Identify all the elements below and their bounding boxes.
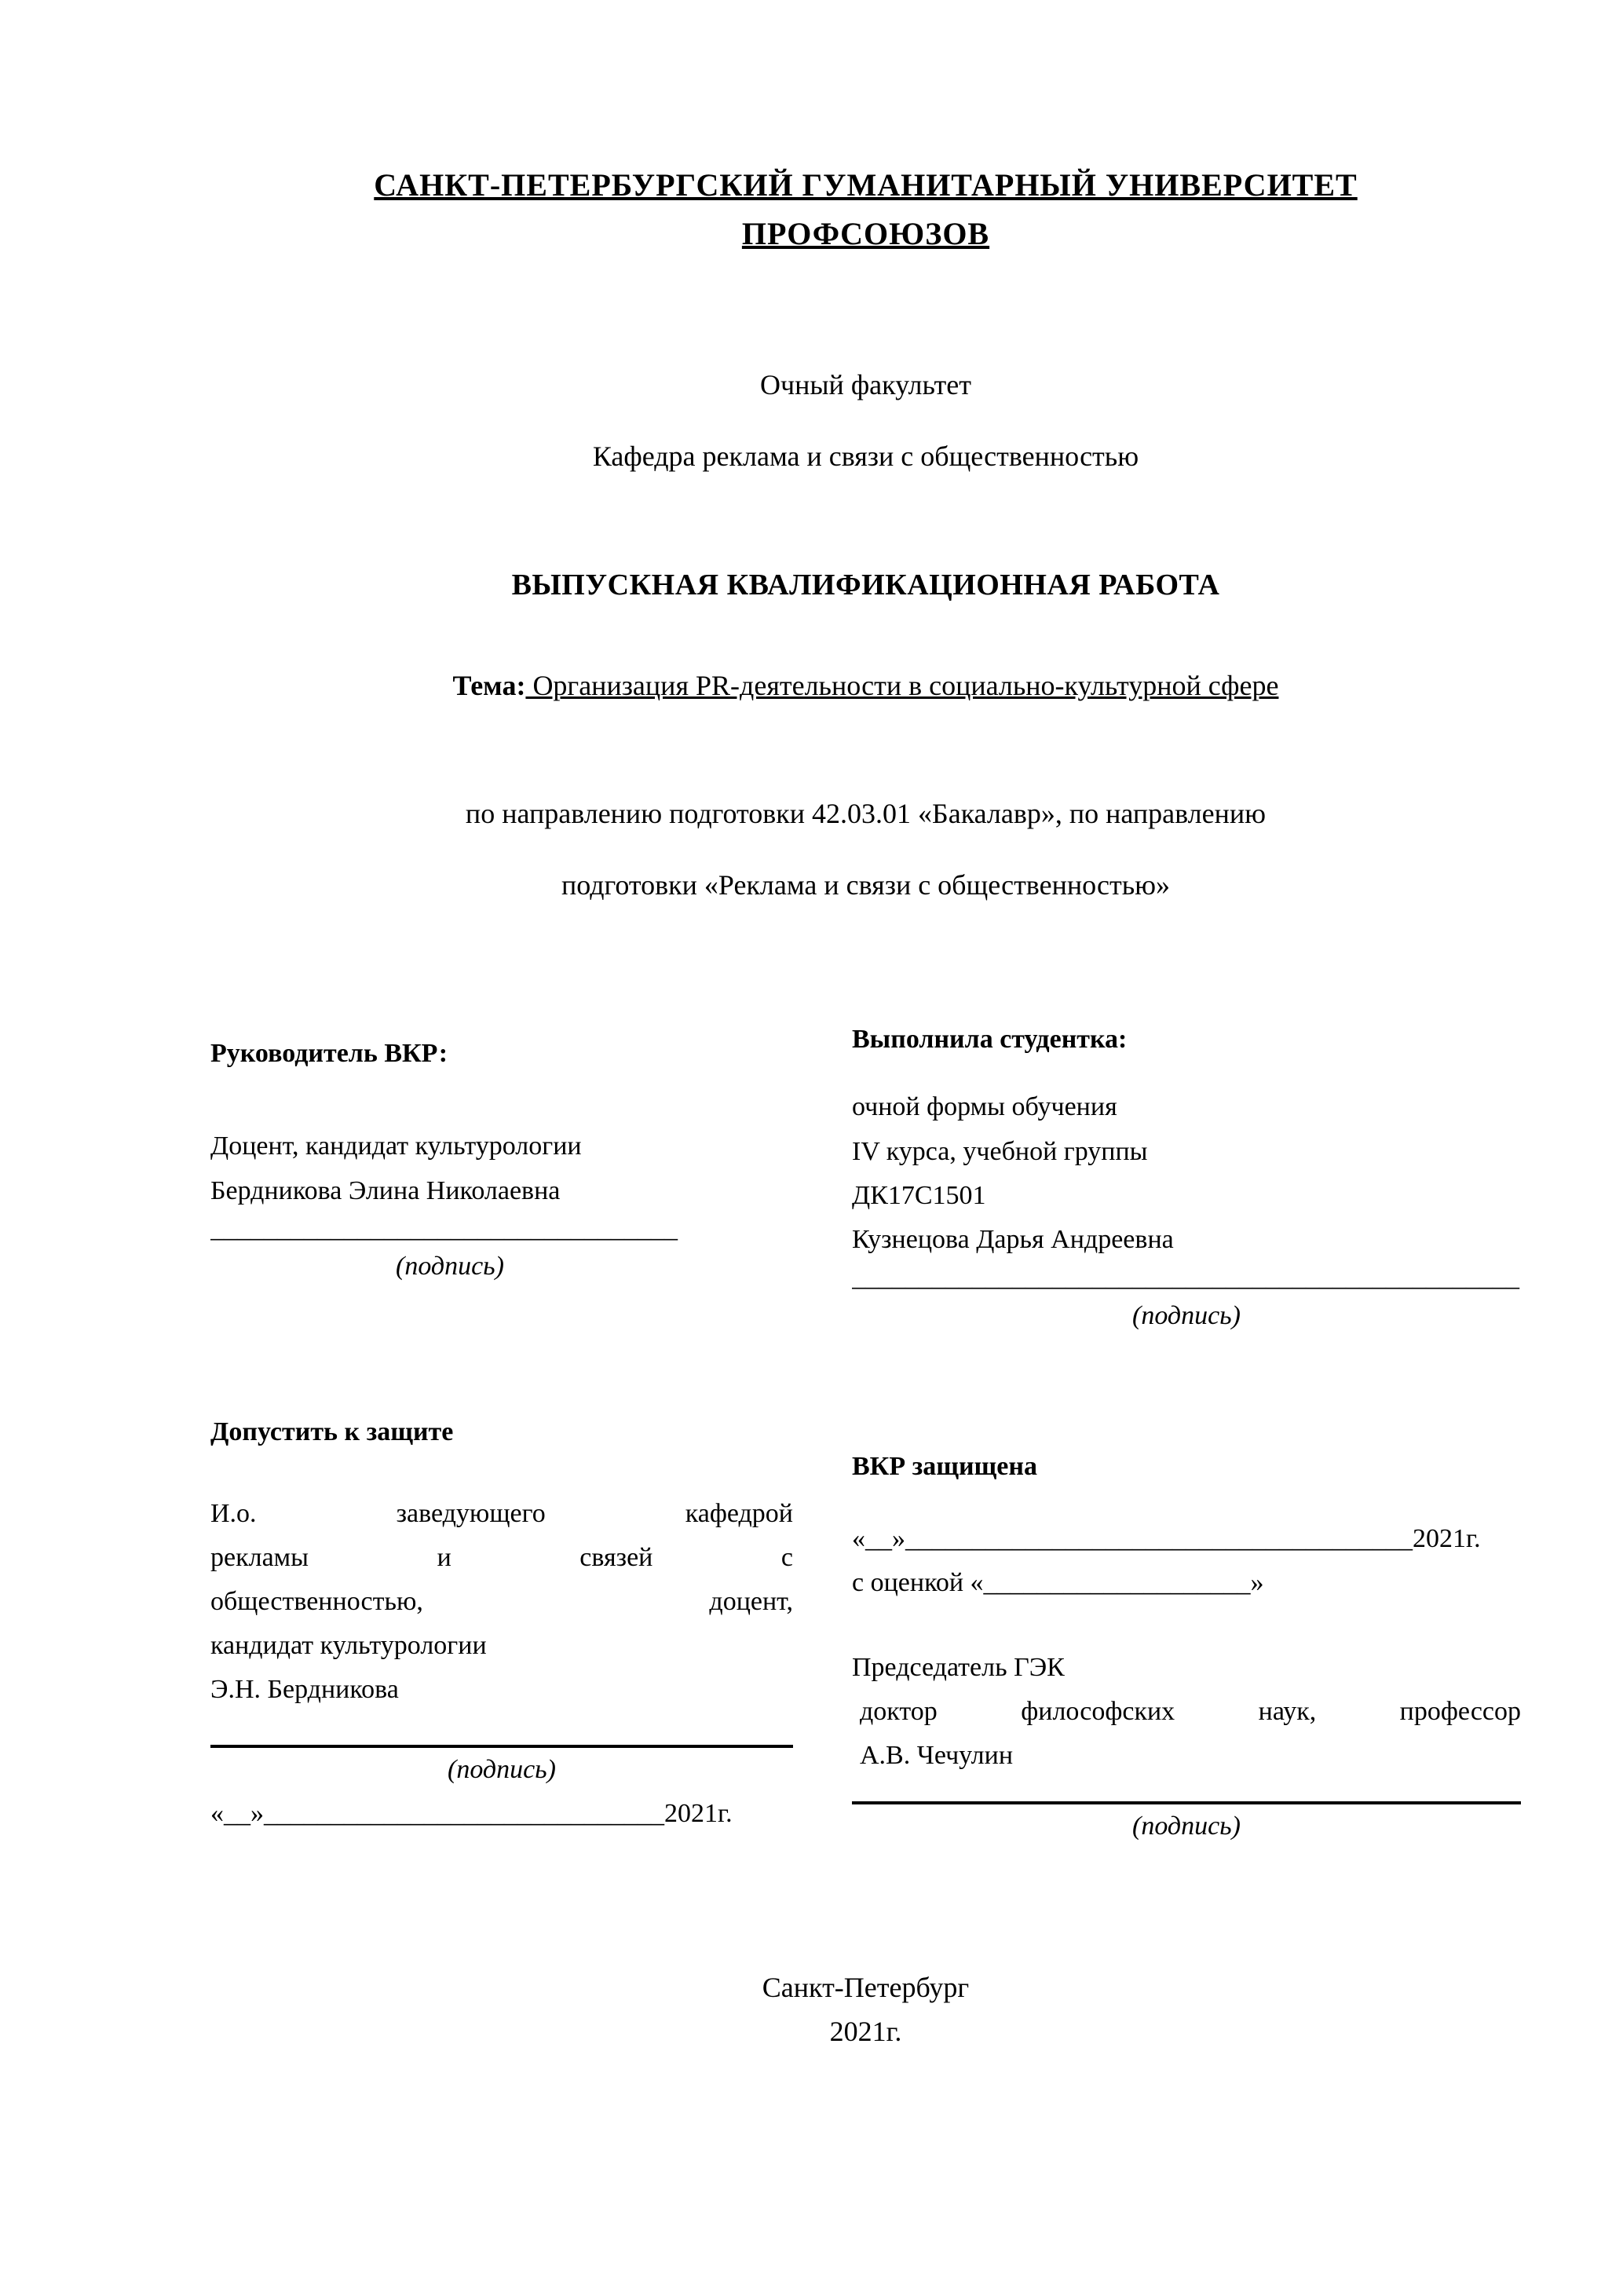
supervisor-block (210, 1018, 793, 1337)
admission-body-line-3: общественностью, доцент, (210, 1587, 793, 1617)
admission-label: Допустить к защите (210, 1417, 454, 1446)
supervisor-signature-area (210, 1213, 689, 1289)
student-block (852, 1018, 1521, 1337)
defense-grade-line: с оценкой «____________________» (852, 1567, 1264, 1597)
university-name-line1: САНКТ-ПЕТЕРБУРГСКИЙ ГУМАНИТАРНЫЙ УНИВЕРСИТЕТ (374, 167, 1358, 203)
direction-line1: по направлению подготовки 42.03.01 «Бакалавр», по направлению (465, 797, 1267, 829)
supervisor-line-1: Доцент, кандидат культурологии (210, 1132, 582, 1161)
theme-line (210, 667, 1521, 704)
student-line-2: IV курса, учебной группы (852, 1136, 1148, 1166)
defense-date-line: «__»______________________________________2021г. (852, 1523, 1481, 1553)
faculty-line: Очный факультет (760, 369, 971, 400)
defense-block (852, 1410, 1521, 1849)
theme-text: Организация PR-деятельности в социально-культурной сфере (525, 669, 1279, 701)
direction-line2: подготовки «Реклама и связи с общественностью» (561, 868, 1171, 901)
signatures-row (210, 1018, 1521, 1337)
admission-name: Э.Н. Бердникова (210, 1675, 399, 1705)
student-signature-caption: (подпись) (1132, 1300, 1241, 1330)
student-label: Выполнила студентка: (852, 1025, 1128, 1055)
chairman-label: Председатель ГЭК (852, 1653, 1065, 1683)
theme-label: Тема: (452, 669, 526, 701)
admission-body-line-2: рекламы и связей с (210, 1542, 793, 1572)
defense-label: ВКР защищена (852, 1451, 1037, 1481)
approval-row (210, 1410, 1521, 1849)
admission-signature-caption: (подпись) (448, 1755, 556, 1785)
work-type-title: ВЫПУСКНАЯ КВАЛИФИКАЦИОННАЯ РАБОТА (511, 568, 1220, 601)
admission-block (210, 1410, 793, 1849)
admission-body-line-4: кандидат культурологии (210, 1631, 487, 1661)
student-line-3: ДК17С1501 (852, 1180, 986, 1210)
supervisor-label: Руководитель ВКР: (210, 1039, 448, 1069)
supervisor-signature-caption: (подпись) (396, 1252, 504, 1281)
supervisor-line-2: Бердникова Элина Николаевна (210, 1175, 561, 1205)
supervisor-signature-line: ___________________________________ (210, 1213, 678, 1243)
chairman-line-1: доктор философских наук, профессор (860, 1697, 1521, 1727)
university-name (210, 161, 1521, 258)
department-line: Кафедра реклама и связи с общественностью (592, 440, 1139, 472)
defense-signature-caption: (подпись) (1132, 1812, 1241, 1841)
admission-date-line: «__»______________________________2021г. (210, 1799, 733, 1829)
admission-body-line-1: И.о. заведующего кафедрой (210, 1498, 793, 1528)
chairman-line-2: А.В. Чечулин (860, 1741, 1014, 1771)
footer-block (210, 1966, 1521, 2054)
footer-year: 2021г. (829, 2016, 902, 2048)
student-signature-line: __________________________________________________ (852, 1262, 1519, 1292)
student-line-4: Кузнецова Дарья Андреевна (852, 1224, 1174, 1254)
footer-city: Санкт-Петербург (762, 1972, 970, 2004)
student-line-1: очной формы обучения (852, 1092, 1117, 1122)
university-name-line2: ПРОФСОЮЗОВ (741, 216, 990, 251)
